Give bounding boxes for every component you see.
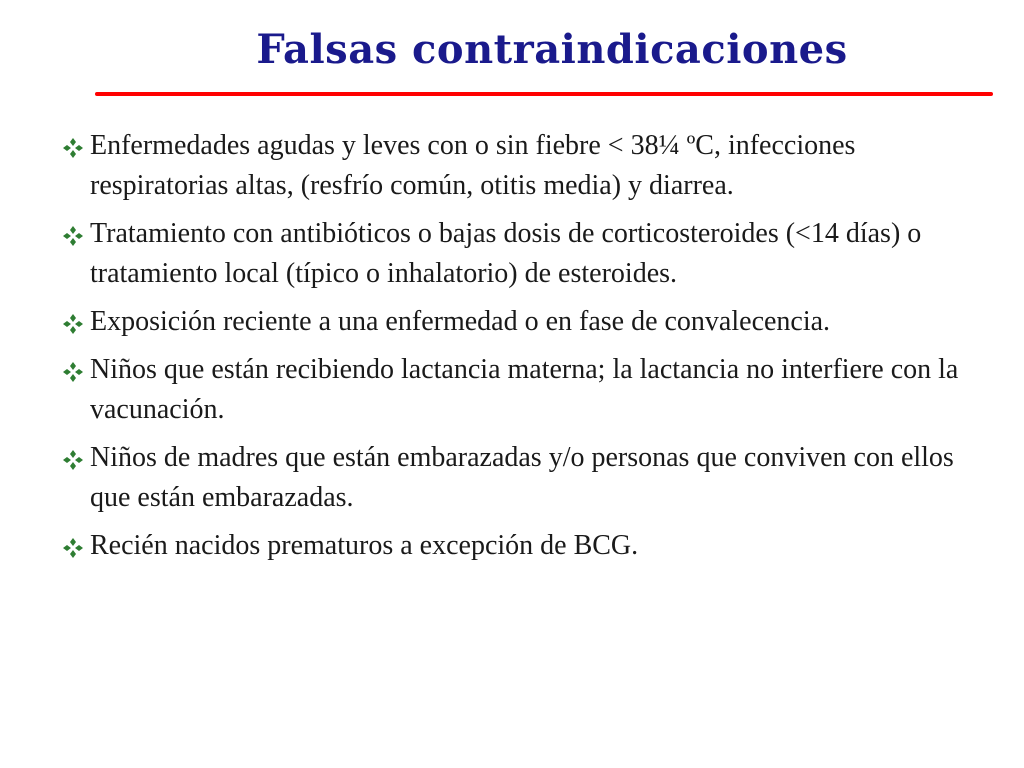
bullet-list <box>62 126 982 574</box>
list-item <box>62 350 982 430</box>
four-diamond-bullet-icon <box>62 537 84 559</box>
list-item <box>62 526 982 566</box>
four-diamond-bullet-icon <box>62 137 84 159</box>
bullet-text: Enfermedades agudas y leves con o sin fiebre < 38¼ ºC, infecciones respiratorias altas, (resfrío común, otitis media) y diarrea. <box>90 130 856 201</box>
bullet-text: Exposición reciente a una enfermedad o en fase de convalecencia. <box>90 306 831 337</box>
bullet-text: Recién nacidos prematuros a excepción de BCG. <box>90 530 639 561</box>
list-item <box>62 126 982 206</box>
list-item <box>62 214 982 294</box>
slide-title: Falsas contraindicaciones <box>256 26 848 73</box>
list-item <box>62 302 982 342</box>
list-item <box>62 438 982 518</box>
four-diamond-bullet-icon <box>62 225 84 247</box>
bullet-text: Niños que están recibiendo lactancia materna; la lactancia no interfiere con la vacunación. <box>90 354 959 425</box>
four-diamond-bullet-icon <box>62 361 84 383</box>
four-diamond-bullet-icon <box>62 449 84 471</box>
title-underline <box>95 92 993 96</box>
four-diamond-bullet-icon <box>62 313 84 335</box>
bullet-text: Niños de madres que están embarazadas y/o personas que conviven con ellos que están embarazadas. <box>90 442 954 513</box>
bullet-text: Tratamiento con antibióticos o bajas dosis de corticosteroides (<14 días) o tratamiento local (típico o inhalatorio) de esteroides. <box>90 218 922 289</box>
